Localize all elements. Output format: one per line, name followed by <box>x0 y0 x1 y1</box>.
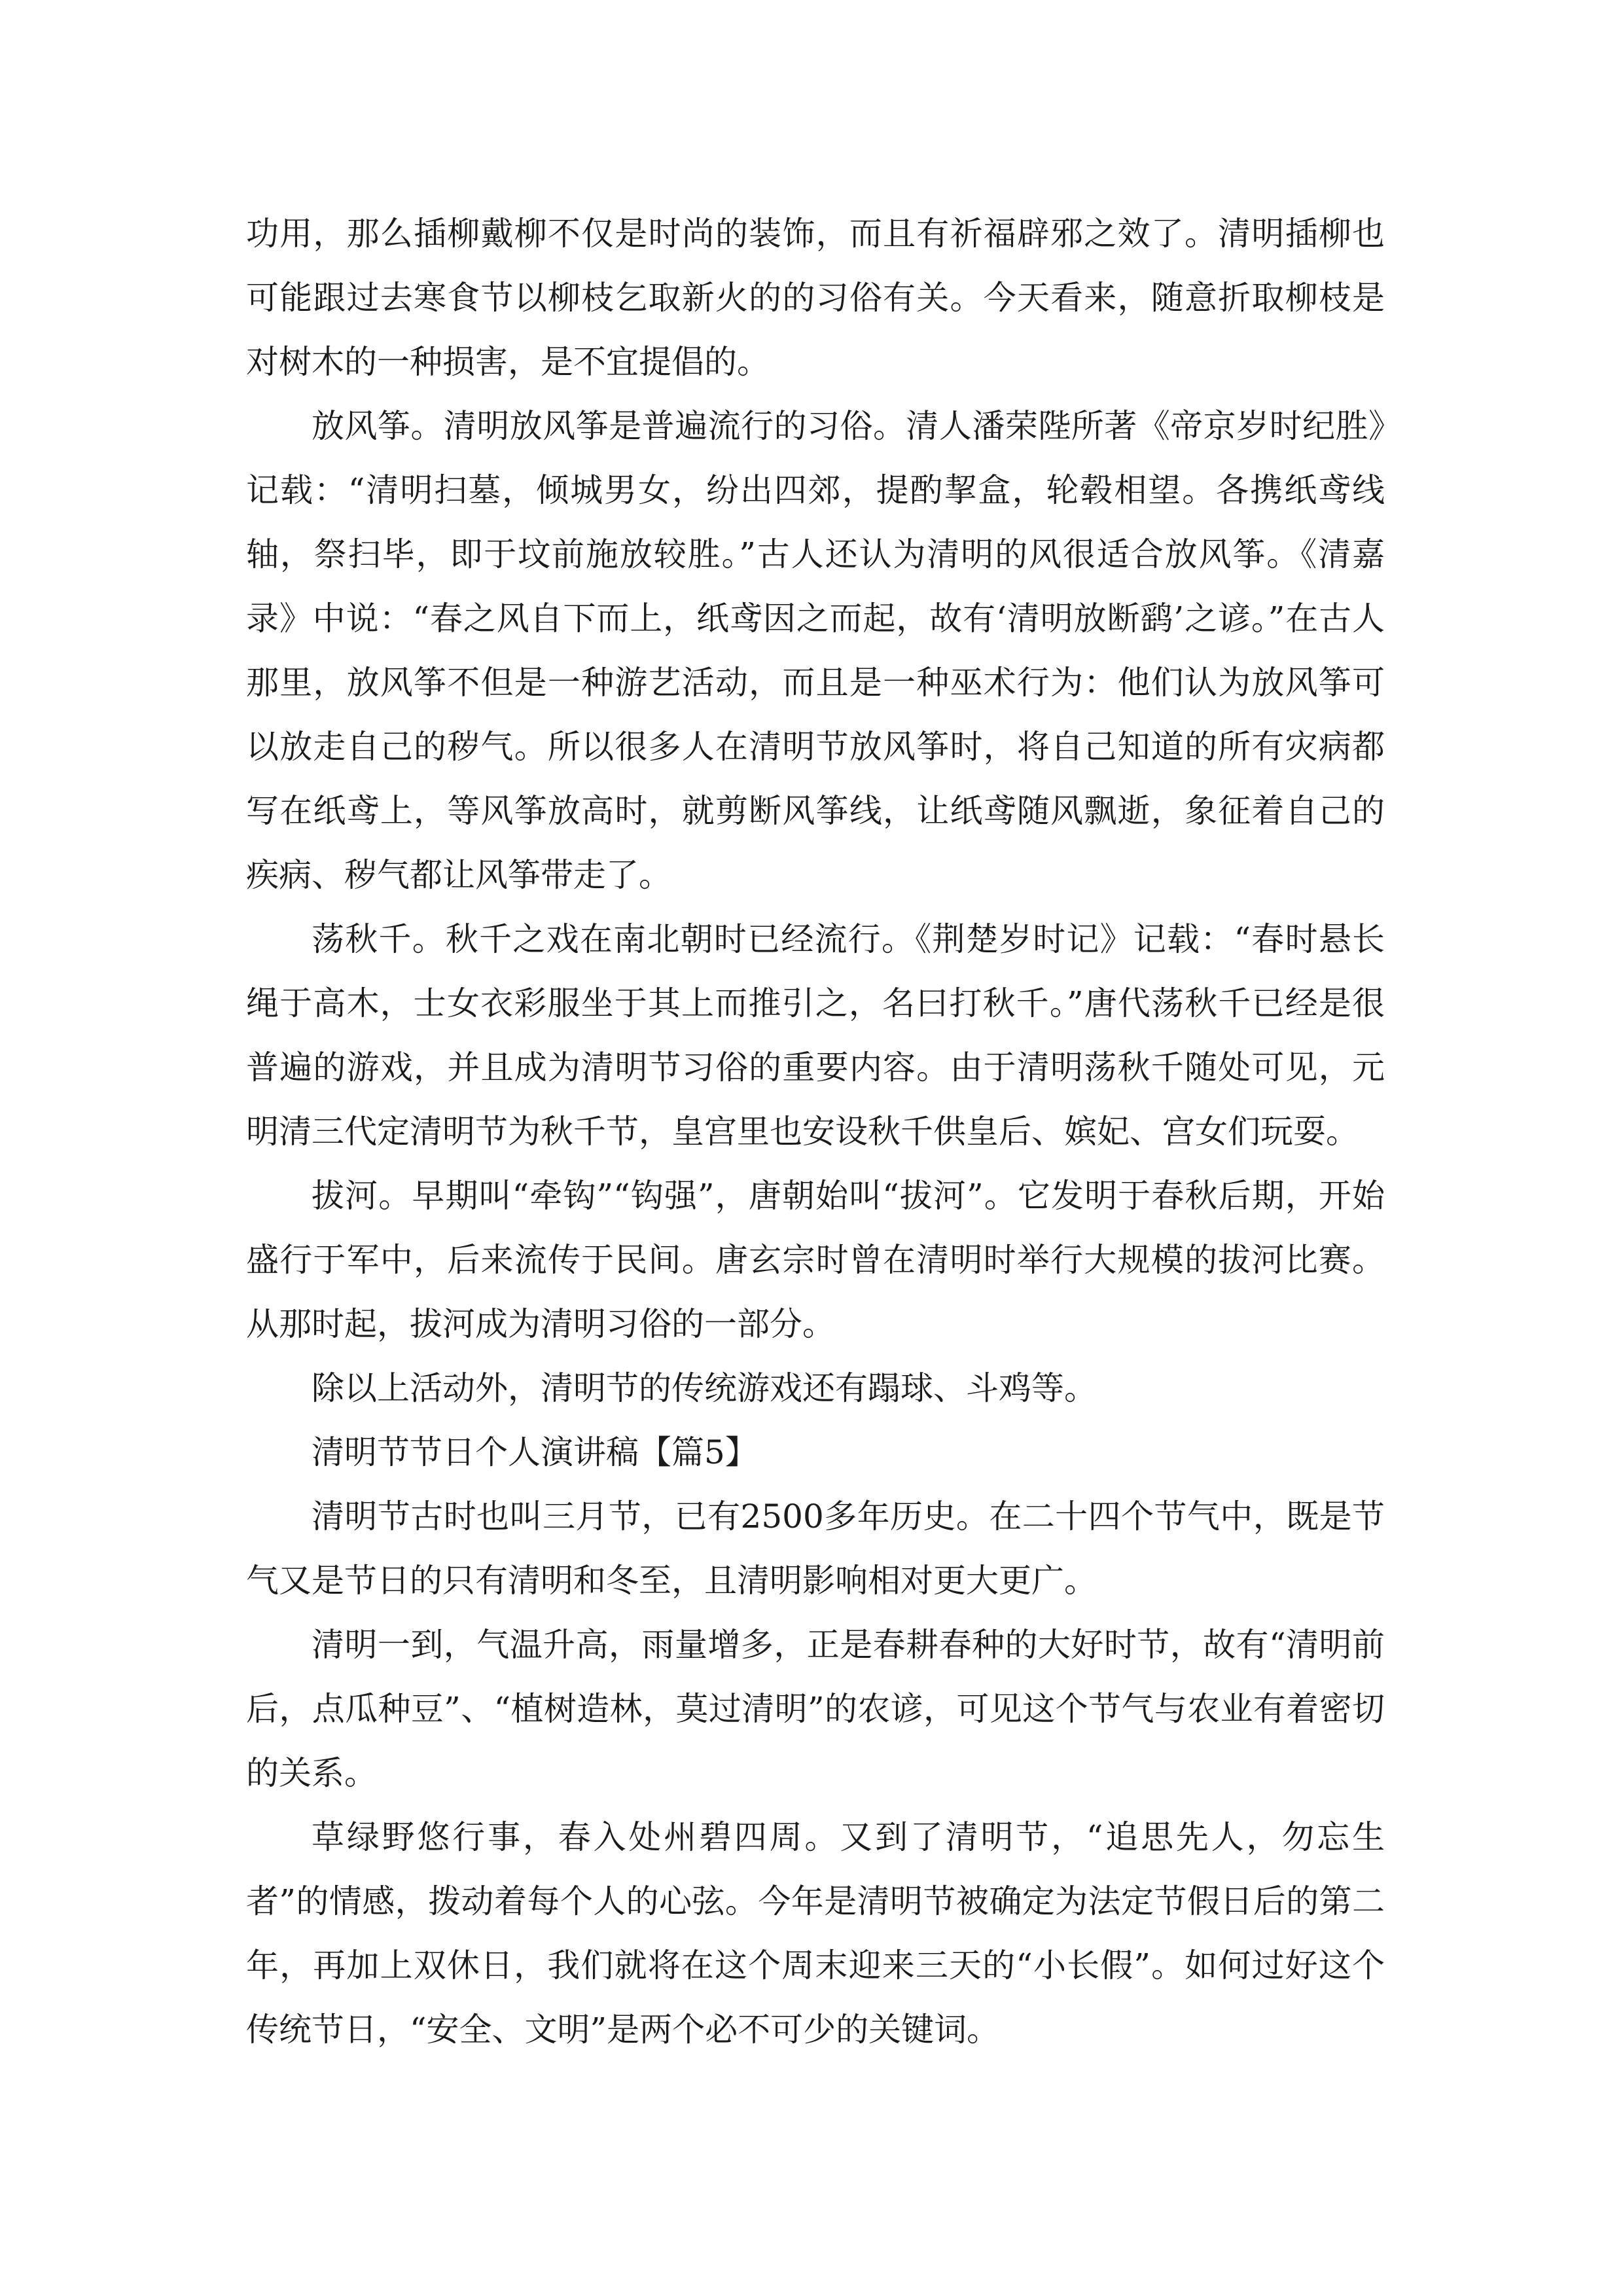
paragraph-other-games: 除以上活动外，清明节的传统游戏还有蹋球、斗鸡等。 <box>312 1369 1097 1407</box>
document-body <box>246 202 1385 2062</box>
paragraph-swing: 荡秋千。秋千之戏在南北朝时已经流行。《荆楚岁时记》记载：“春时悬长绳于高木，士女衣彩服坐于其上而推引之，名曰打秋千。”唐代荡秋千已经是很普遍的游戏，并且成为清明节习俗的重要内容。由于清明荡秋千随处可见，元明清三代定清明节为秋千节，皇宫里也安设秋千供皇后、嫔妃、宫女们玩耍。 <box>246 920 1385 1151</box>
paragraph-agriculture: 清明一到，气温升高，雨量增多，正是春耕春种的大好时节，故有“清明前后，点瓜种豆”、“植树造林，莫过清明”的农谚，可见这个节气与农业有着密切的关系。 <box>246 1626 1385 1792</box>
paragraph-holiday: 草绿野悠行事，春入处州碧四周。又到了清明节，“追思先人，勿忘生者”的情感，拨动着每个人的心弦。今年是清明节被确定为法定节假日后的第二年，再加上双休日，我们就将在这个周末迎来三天的“小长假”。如何过好这个传统节日，“安全、文明”是两个必不可少的关键词。 <box>246 1818 1385 2049</box>
paragraph-kite: 放风筝。清明放风筝是普遍流行的习俗。清人潘荣陛所著《帝京岁时纪胜》记载：“清明扫墓，倾城男女，纷出四郊，提酌挈盒，轮毂相望。各携纸鸢线轴，祭扫毕，即于坟前施放较胜。”古人还认为清明的风很适合放风筝。《清嘉录》中说：“春之风自下而上，纸鸢因之而起，故有‘清明放断鹞’之谚。”在古人那里，放风筝不但是一种游艺活动，而且是一种巫术行为：他们认为放风筝可以放走自己的秽气。所以很多人在清明节放风筝时，将自己知道的所有灾病都写在纸鸢上，等风筝放高时，就剪断风筝线，让纸鸢随风飘逝，象征着自己的疾病、秽气都让风筝带走了。 <box>246 407 1385 894</box>
paragraph-tug-of-war: 拔河。早期叫“牵钩”“钩强”，唐朝始叫“拔河”。它发明于春秋后期，开始盛行于军中，后来流传于民间。唐玄宗时曾在清明时举行大规模的拔河比赛。从那时起，拔河成为清明习俗的一部分。 <box>246 1177 1385 1343</box>
paragraph-history: 清明节古时也叫三月节，已有2500多年历史。在二十四个节气中，既是节气又是节日的只有清明和冬至，且清明影响相对更大更广。 <box>246 1498 1385 1600</box>
paragraph-continued: 功用，那么插柳戴柳不仅是时尚的装饰，而且有祈福辟邪之效了。清明插柳也可能跟过去寒食节以柳枝乞取新火的的习俗有关。今天看来，随意折取柳枝是对树木的一种损害，是不宜提倡的。 <box>246 215 1385 381</box>
section-heading: 清明节节日个人演讲稿【篇5】 <box>312 1433 758 1471</box>
